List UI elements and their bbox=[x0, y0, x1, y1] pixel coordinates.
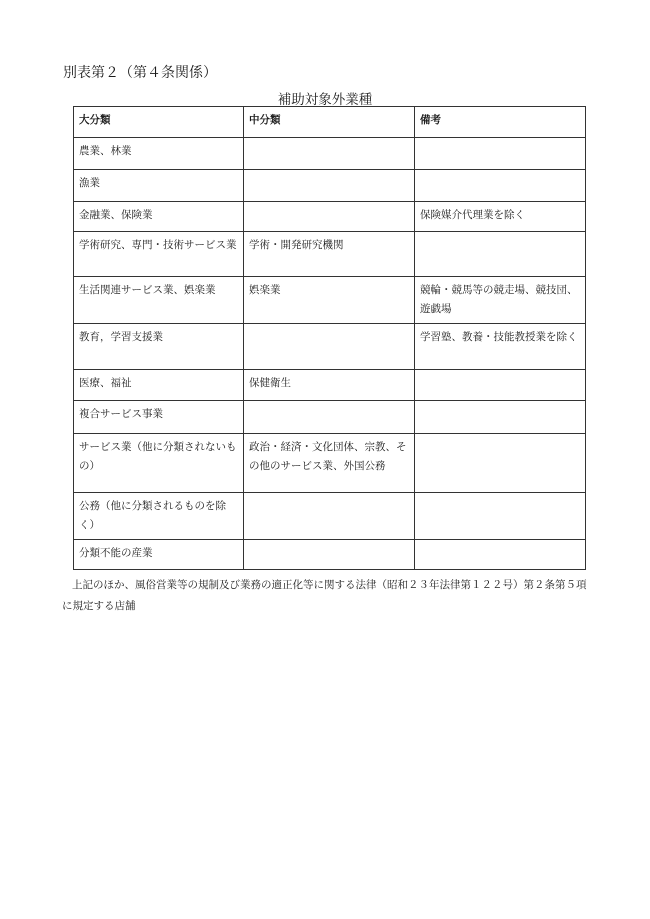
remarks-cell: 保険媒介代理業を除く bbox=[415, 202, 586, 232]
major-cell: 複合サービス事業 bbox=[74, 401, 244, 434]
table-header-row bbox=[74, 107, 586, 138]
table-row bbox=[74, 232, 586, 277]
middle-cell bbox=[244, 540, 415, 570]
remarks-cell bbox=[415, 170, 586, 202]
middle-cell bbox=[244, 202, 415, 232]
remarks-cell bbox=[415, 401, 586, 434]
middle-cell bbox=[244, 170, 415, 202]
table-title: 補助対象外業種 bbox=[277, 92, 373, 108]
major-cell: 生活関連サービス業、娯楽業 bbox=[74, 277, 244, 324]
table-row bbox=[74, 540, 586, 570]
footnote: 上記のほか、風俗営業等の規制及び業務の適正化等に関する法律（昭和２３年法律第１２２号）第２条第５項に規定する店舗 bbox=[62, 579, 587, 612]
major-cell: 分類不能の産業 bbox=[74, 540, 244, 570]
table-row bbox=[74, 493, 586, 540]
remarks-cell: 競輪・競馬等の競走場、競技団、遊戯場 bbox=[415, 277, 586, 324]
table-row bbox=[74, 202, 586, 232]
major-cell: 漁業 bbox=[74, 170, 244, 202]
remarks-cell bbox=[415, 434, 586, 493]
middle-cell: 政治・経済・文化団体、宗教、その他のサービス業、外国公務 bbox=[244, 434, 415, 493]
middle-cell bbox=[244, 401, 415, 434]
major-cell: 公務（他に分類されるものを除く） bbox=[74, 493, 244, 540]
major-cell: 学術研究、専門・技術サービス業 bbox=[74, 232, 244, 277]
major-cell: 医療、福祉 bbox=[74, 370, 244, 401]
table-row bbox=[74, 370, 586, 401]
remarks-cell bbox=[415, 370, 586, 401]
header-major-category: 大分類 bbox=[74, 107, 244, 138]
appendix-label: 別表第２（第４条関係） bbox=[63, 65, 217, 81]
excluded-industries-table bbox=[73, 106, 586, 570]
remarks-cell bbox=[415, 232, 586, 277]
middle-cell: 保健衛生 bbox=[244, 370, 415, 401]
remarks-cell bbox=[415, 493, 586, 540]
table-row bbox=[74, 401, 586, 434]
remarks-cell: 学習塾、教養・技能教授業を除く bbox=[415, 324, 586, 370]
table-row bbox=[74, 138, 586, 170]
major-cell: 農業、林業 bbox=[74, 138, 244, 170]
table-row bbox=[74, 170, 586, 202]
middle-cell bbox=[244, 493, 415, 540]
header-remarks: 備考 bbox=[415, 107, 586, 138]
middle-cell: 学術・開発研究機関 bbox=[244, 232, 415, 277]
middle-cell bbox=[244, 324, 415, 370]
middle-cell: 娯楽業 bbox=[244, 277, 415, 324]
table-row bbox=[74, 324, 586, 370]
remarks-cell bbox=[415, 138, 586, 170]
table-row bbox=[74, 277, 586, 324]
major-cell: サービス業（他に分類されないもの） bbox=[74, 434, 244, 493]
header-middle-category: 中分類 bbox=[244, 107, 415, 138]
major-cell: 教育，学習支援業 bbox=[74, 324, 244, 370]
table-row bbox=[74, 434, 586, 493]
middle-cell bbox=[244, 138, 415, 170]
major-cell: 金融業、保険業 bbox=[74, 202, 244, 232]
remarks-cell bbox=[415, 540, 586, 570]
